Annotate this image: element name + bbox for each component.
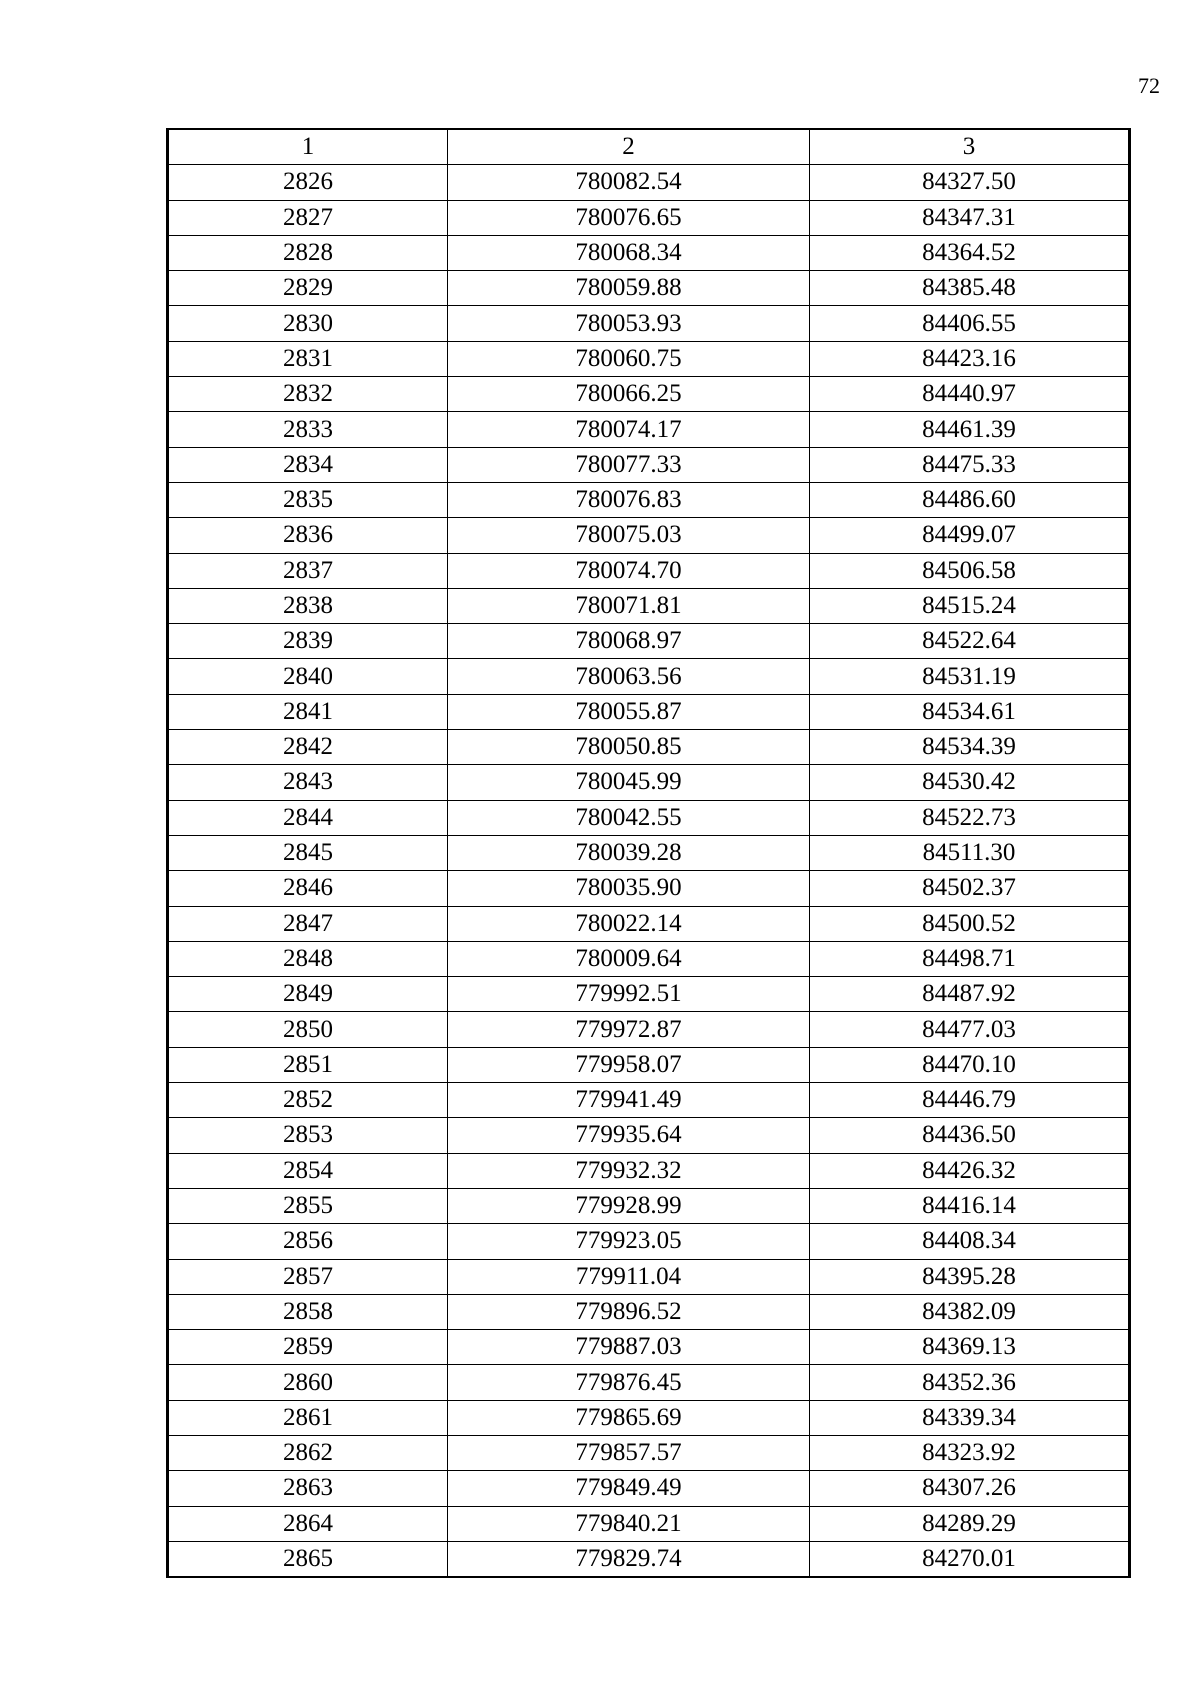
x-coordinate-cell: 780059.88 [448, 271, 810, 306]
point-number-cell: 2858 [168, 1294, 448, 1329]
y-coordinate-cell: 84416.14 [810, 1188, 1130, 1223]
point-number-cell: 2860 [168, 1365, 448, 1400]
point-number-cell: 2857 [168, 1259, 448, 1294]
column-header-2: 2 [448, 129, 810, 165]
table-row [168, 482, 1130, 517]
y-coordinate-cell: 84515.24 [810, 588, 1130, 623]
x-coordinate-cell: 780082.54 [448, 165, 810, 200]
point-number-cell: 2861 [168, 1400, 448, 1435]
x-coordinate-cell: 779935.64 [448, 1118, 810, 1153]
table-row [168, 730, 1130, 765]
y-coordinate-cell: 84530.42 [810, 765, 1130, 800]
point-number-cell: 2832 [168, 377, 448, 412]
table-row [168, 165, 1130, 200]
table-row [168, 341, 1130, 376]
x-coordinate-cell: 780068.97 [448, 624, 810, 659]
y-coordinate-cell: 84352.36 [810, 1365, 1130, 1400]
y-coordinate-cell: 84498.71 [810, 941, 1130, 976]
y-coordinate-cell: 84385.48 [810, 271, 1130, 306]
page-number: 72 [1138, 73, 1160, 98]
y-coordinate-cell: 84502.37 [810, 871, 1130, 906]
table-row [168, 1506, 1130, 1541]
x-coordinate-cell: 780076.83 [448, 482, 810, 517]
point-number-cell: 2842 [168, 730, 448, 765]
point-number-cell: 2837 [168, 553, 448, 588]
table-row [168, 1012, 1130, 1047]
point-number-cell: 2841 [168, 694, 448, 729]
table-row [168, 553, 1130, 588]
x-coordinate-cell: 780060.75 [448, 341, 810, 376]
x-coordinate-cell: 779849.49 [448, 1471, 810, 1506]
x-coordinate-cell: 779896.52 [448, 1294, 810, 1329]
point-number-cell: 2846 [168, 871, 448, 906]
y-coordinate-cell: 84323.92 [810, 1435, 1130, 1470]
y-coordinate-cell: 84406.55 [810, 306, 1130, 341]
y-coordinate-cell: 84339.34 [810, 1400, 1130, 1435]
table-row [168, 200, 1130, 235]
point-number-cell: 2836 [168, 518, 448, 553]
table-row [168, 1153, 1130, 1188]
column-header-1: 1 [168, 129, 448, 165]
point-number-cell: 2865 [168, 1541, 448, 1577]
x-coordinate-cell: 779941.49 [448, 1083, 810, 1118]
table-row [168, 1259, 1130, 1294]
table-row [168, 377, 1130, 412]
table-row [168, 835, 1130, 870]
point-number-cell: 2843 [168, 765, 448, 800]
x-coordinate-cell: 780039.28 [448, 835, 810, 870]
point-number-cell: 2853 [168, 1118, 448, 1153]
point-number-cell: 2852 [168, 1083, 448, 1118]
table-row [168, 1083, 1130, 1118]
table-row [168, 800, 1130, 835]
y-coordinate-cell: 84408.34 [810, 1224, 1130, 1259]
table-row [168, 659, 1130, 694]
table-row [168, 765, 1130, 800]
x-coordinate-cell: 780068.34 [448, 235, 810, 270]
x-coordinate-cell: 779857.57 [448, 1435, 810, 1470]
y-coordinate-cell: 84364.52 [810, 235, 1130, 270]
table-row [168, 447, 1130, 482]
table-row [168, 1400, 1130, 1435]
y-coordinate-cell: 84506.58 [810, 553, 1130, 588]
table-row [168, 1330, 1130, 1365]
y-coordinate-cell: 84500.52 [810, 906, 1130, 941]
y-coordinate-cell: 84475.33 [810, 447, 1130, 482]
y-coordinate-cell: 84477.03 [810, 1012, 1130, 1047]
x-coordinate-cell: 779911.04 [448, 1259, 810, 1294]
table-row [168, 977, 1130, 1012]
column-header-3: 3 [810, 129, 1130, 165]
y-coordinate-cell: 84461.39 [810, 412, 1130, 447]
x-coordinate-cell: 780063.56 [448, 659, 810, 694]
x-coordinate-cell: 780050.85 [448, 730, 810, 765]
table-body [168, 165, 1130, 1577]
x-coordinate-cell: 780074.70 [448, 553, 810, 588]
point-number-cell: 2851 [168, 1047, 448, 1082]
x-coordinate-cell: 780022.14 [448, 906, 810, 941]
x-coordinate-cell: 779876.45 [448, 1365, 810, 1400]
point-number-cell: 2854 [168, 1153, 448, 1188]
x-coordinate-cell: 779840.21 [448, 1506, 810, 1541]
point-number-cell: 2864 [168, 1506, 448, 1541]
y-coordinate-cell: 84289.29 [810, 1506, 1130, 1541]
point-number-cell: 2831 [168, 341, 448, 376]
point-number-cell: 2849 [168, 977, 448, 1012]
table-header-row [168, 129, 1130, 165]
x-coordinate-cell: 780075.03 [448, 518, 810, 553]
point-number-cell: 2844 [168, 800, 448, 835]
table-row [168, 906, 1130, 941]
y-coordinate-cell: 84522.73 [810, 800, 1130, 835]
point-number-cell: 2847 [168, 906, 448, 941]
table-row [168, 1365, 1130, 1400]
x-coordinate-cell: 779887.03 [448, 1330, 810, 1365]
point-number-cell: 2833 [168, 412, 448, 447]
y-coordinate-cell: 84499.07 [810, 518, 1130, 553]
table-row [168, 1118, 1130, 1153]
y-coordinate-cell: 84369.13 [810, 1330, 1130, 1365]
y-coordinate-cell: 84487.92 [810, 977, 1130, 1012]
x-coordinate-cell: 780066.25 [448, 377, 810, 412]
point-number-cell: 2827 [168, 200, 448, 235]
table-row [168, 306, 1130, 341]
y-coordinate-cell: 84347.31 [810, 200, 1130, 235]
point-number-cell: 2856 [168, 1224, 448, 1259]
x-coordinate-cell: 780074.17 [448, 412, 810, 447]
table-row [168, 1047, 1130, 1082]
x-coordinate-cell: 780055.87 [448, 694, 810, 729]
x-coordinate-cell: 780053.93 [448, 306, 810, 341]
x-coordinate-cell: 780076.65 [448, 200, 810, 235]
table-row [168, 694, 1130, 729]
y-coordinate-cell: 84327.50 [810, 165, 1130, 200]
table-row [168, 588, 1130, 623]
point-number-cell: 2830 [168, 306, 448, 341]
table-row [168, 1224, 1130, 1259]
x-coordinate-cell: 780071.81 [448, 588, 810, 623]
point-number-cell: 2845 [168, 835, 448, 870]
y-coordinate-cell: 84426.32 [810, 1153, 1130, 1188]
table-row [168, 1188, 1130, 1223]
x-coordinate-cell: 779923.05 [448, 1224, 810, 1259]
x-coordinate-cell: 780009.64 [448, 941, 810, 976]
x-coordinate-cell: 779958.07 [448, 1047, 810, 1082]
x-coordinate-cell: 779829.74 [448, 1541, 810, 1577]
table-row [168, 1471, 1130, 1506]
y-coordinate-cell: 84395.28 [810, 1259, 1130, 1294]
point-number-cell: 2838 [168, 588, 448, 623]
point-number-cell: 2840 [168, 659, 448, 694]
point-number-cell: 2862 [168, 1435, 448, 1470]
point-number-cell: 2829 [168, 271, 448, 306]
y-coordinate-cell: 84534.61 [810, 694, 1130, 729]
x-coordinate-cell: 780077.33 [448, 447, 810, 482]
point-number-cell: 2848 [168, 941, 448, 976]
point-number-cell: 2855 [168, 1188, 448, 1223]
y-coordinate-cell: 84440.97 [810, 377, 1130, 412]
table-row [168, 235, 1130, 270]
point-number-cell: 2828 [168, 235, 448, 270]
table-row [168, 941, 1130, 976]
y-coordinate-cell: 84436.50 [810, 1118, 1130, 1153]
point-number-cell: 2835 [168, 482, 448, 517]
y-coordinate-cell: 84534.39 [810, 730, 1130, 765]
y-coordinate-cell: 84486.60 [810, 482, 1130, 517]
y-coordinate-cell: 84382.09 [810, 1294, 1130, 1329]
y-coordinate-cell: 84446.79 [810, 1083, 1130, 1118]
x-coordinate-cell: 779932.32 [448, 1153, 810, 1188]
point-number-cell: 2850 [168, 1012, 448, 1047]
x-coordinate-cell: 779992.51 [448, 977, 810, 1012]
point-number-cell: 2863 [168, 1471, 448, 1506]
y-coordinate-cell: 84531.19 [810, 659, 1130, 694]
x-coordinate-cell: 779928.99 [448, 1188, 810, 1223]
point-number-cell: 2839 [168, 624, 448, 659]
y-coordinate-cell: 84307.26 [810, 1471, 1130, 1506]
table-row [168, 1435, 1130, 1470]
table-row [168, 271, 1130, 306]
point-number-cell: 2859 [168, 1330, 448, 1365]
table-row [168, 871, 1130, 906]
table-row [168, 1541, 1130, 1577]
y-coordinate-cell: 84423.16 [810, 341, 1130, 376]
table-row [168, 518, 1130, 553]
table-row [168, 624, 1130, 659]
x-coordinate-cell: 780045.99 [448, 765, 810, 800]
point-number-cell: 2834 [168, 447, 448, 482]
x-coordinate-cell: 779972.87 [448, 1012, 810, 1047]
y-coordinate-cell: 84522.64 [810, 624, 1130, 659]
y-coordinate-cell: 84511.30 [810, 835, 1130, 870]
x-coordinate-cell: 779865.69 [448, 1400, 810, 1435]
x-coordinate-cell: 780042.55 [448, 800, 810, 835]
table-row [168, 1294, 1130, 1329]
y-coordinate-cell: 84270.01 [810, 1541, 1130, 1577]
coordinates-table [166, 128, 1131, 1578]
point-number-cell: 2826 [168, 165, 448, 200]
y-coordinate-cell: 84470.10 [810, 1047, 1130, 1082]
table-row [168, 412, 1130, 447]
x-coordinate-cell: 780035.90 [448, 871, 810, 906]
